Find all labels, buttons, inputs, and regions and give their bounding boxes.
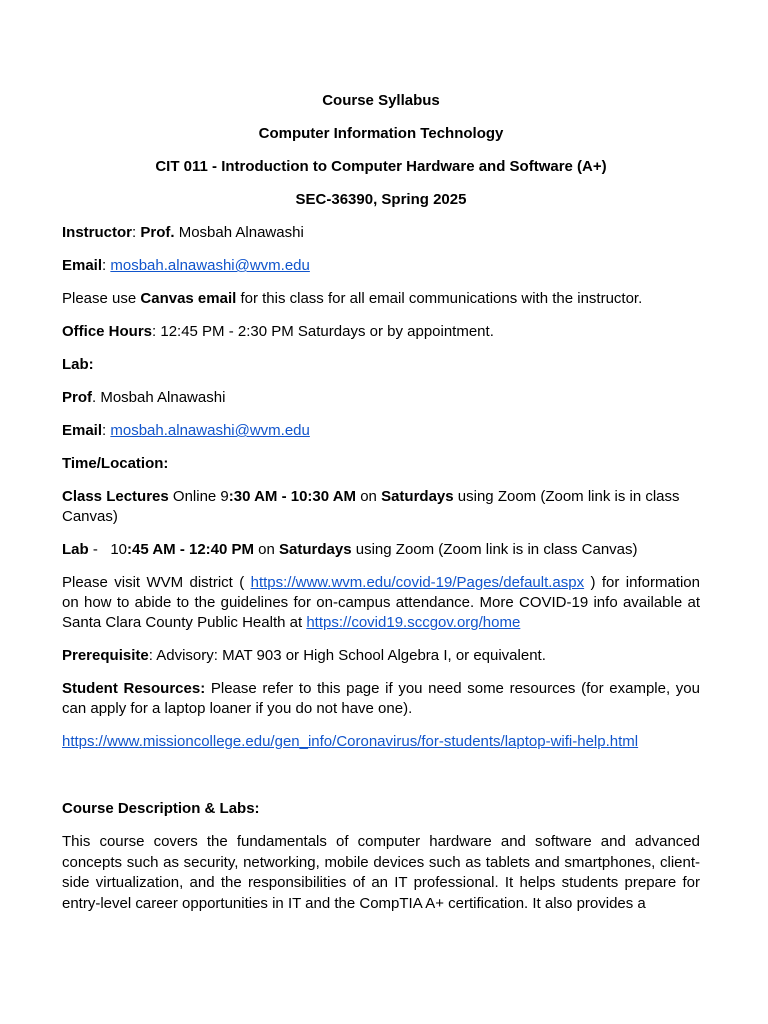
lab-email-line: Email: mosbah.alnawashi@wvm.edu	[62, 422, 310, 439]
office-hours-label: Office Hours	[62, 323, 153, 340]
lab-time-label: Lab	[62, 541, 89, 558]
lab-instructor-name: . Mosbah Alnawashi	[92, 389, 226, 406]
lab-time-on: on	[254, 541, 280, 558]
class-lectures-day: Saturdays	[381, 488, 454, 505]
lab-heading	[62, 355, 700, 375]
prerequisite-value: : Advisory: MAT 903 or High School Algebra I, or equivalent.	[148, 647, 546, 664]
prerequisite-line	[62, 646, 700, 666]
instructor-line: Instructor: Prof. Mosbah Alnawashi	[62, 224, 304, 241]
covid-text-2: ) for information on how to abide to the guidelines for on-campus attendance. More COVID-19 info available at Santa Clara County Public Health at	[62, 574, 700, 631]
prerequisite-label: Prerequisite	[62, 647, 149, 664]
office-hours-value: : 12:45 PM - 2:30 PM Saturdays or by appointment.	[152, 323, 494, 340]
lab-time-line	[62, 540, 700, 560]
lab-email-link[interactable]: mosbah.alnawashi@wvm.edu	[110, 422, 310, 439]
instructor-label: Instructor	[62, 224, 133, 241]
spacer	[62, 765, 700, 799]
course-description-text: This course covers the fundamentals of computer hardware and software and advanced concepts such as security, networking, mobile devices such as tablets and smartphones, client-side virtualization, and the responsibilities of an IT professional. It helps students prepare for entry-level career opportunities in IT and the CompTIA A+ certification. It also provides a	[62, 833, 700, 912]
canvas-email-bold: Canvas email	[140, 290, 237, 307]
time-location-label: Time/Location:	[62, 455, 169, 472]
department-title: Computer Information Technology	[258, 125, 504, 142]
covid-paragraph	[62, 573, 700, 633]
class-lectures-line	[62, 487, 700, 527]
document-page	[62, 91, 700, 914]
canvas-note-suffix: for this class for all email communications with the instructor.	[236, 290, 643, 307]
instructor-name: Mosbah Alnawashi	[178, 224, 304, 241]
syllabus-title: Course Syllabus	[322, 92, 440, 109]
student-resources-line	[62, 679, 700, 719]
email-label: Email	[62, 257, 103, 274]
lab-label: Lab:	[62, 356, 94, 373]
sccgov-covid-link[interactable]: https://covid19.sccgov.org/home	[306, 614, 521, 631]
class-lectures-label: Class Lectures	[62, 488, 169, 505]
class-lectures-rest: using Zoom (Zoom link is in class Canvas)	[62, 488, 680, 525]
class-lectures-on: on	[356, 488, 382, 505]
lab-time-dash: - 10	[88, 541, 128, 558]
class-lectures-time: :30 AM - 10:30 AM	[228, 488, 357, 505]
canvas-note	[62, 289, 700, 309]
canvas-note-prefix: Please use	[62, 290, 141, 307]
course-description-label: Course Description & Labs:	[62, 800, 260, 817]
covid-text-1: Please visit WVM district (	[62, 574, 251, 591]
student-resources-link-line	[62, 732, 700, 752]
class-lectures-text: Online 9	[168, 488, 229, 505]
office-hours-line	[62, 322, 700, 342]
email-line: Email: mosbah.alnawashi@wvm.edu	[62, 257, 310, 274]
laptop-wifi-help-link[interactable]: https://www.missioncollege.edu/gen_info/Coronavirus/for-students/laptop-wifi-help.html	[62, 733, 639, 750]
wvm-covid-link[interactable]: https://www.wvm.edu/covid-19/Pages/default.aspx	[250, 574, 585, 591]
lab-instructor-line	[62, 388, 700, 408]
lab-time-value: :45 AM - 12:40 PM	[127, 541, 255, 558]
course-description-heading	[62, 799, 700, 819]
time-location-heading	[62, 454, 700, 474]
lab-time-rest: using Zoom (Zoom link is in class Canvas)	[351, 541, 638, 558]
lab-instructor-title: Prof	[62, 389, 92, 406]
student-resources-value: Please refer to this page if you need some resources (for example, you can apply for a laptop loaner if you do not have one).	[62, 680, 700, 717]
course-title: CIT 011 - Introduction to Computer Hardware and Software (A+)	[155, 158, 607, 175]
lab-email-label: Email	[62, 422, 103, 439]
section-term: SEC-36390, Spring 2025	[295, 191, 467, 208]
instructor-title: Prof.	[140, 224, 175, 241]
student-resources-label: Student Resources:	[62, 680, 206, 697]
instructor-email-link[interactable]: mosbah.alnawashi@wvm.edu	[110, 257, 310, 274]
lab-time-day: Saturdays	[279, 541, 352, 558]
